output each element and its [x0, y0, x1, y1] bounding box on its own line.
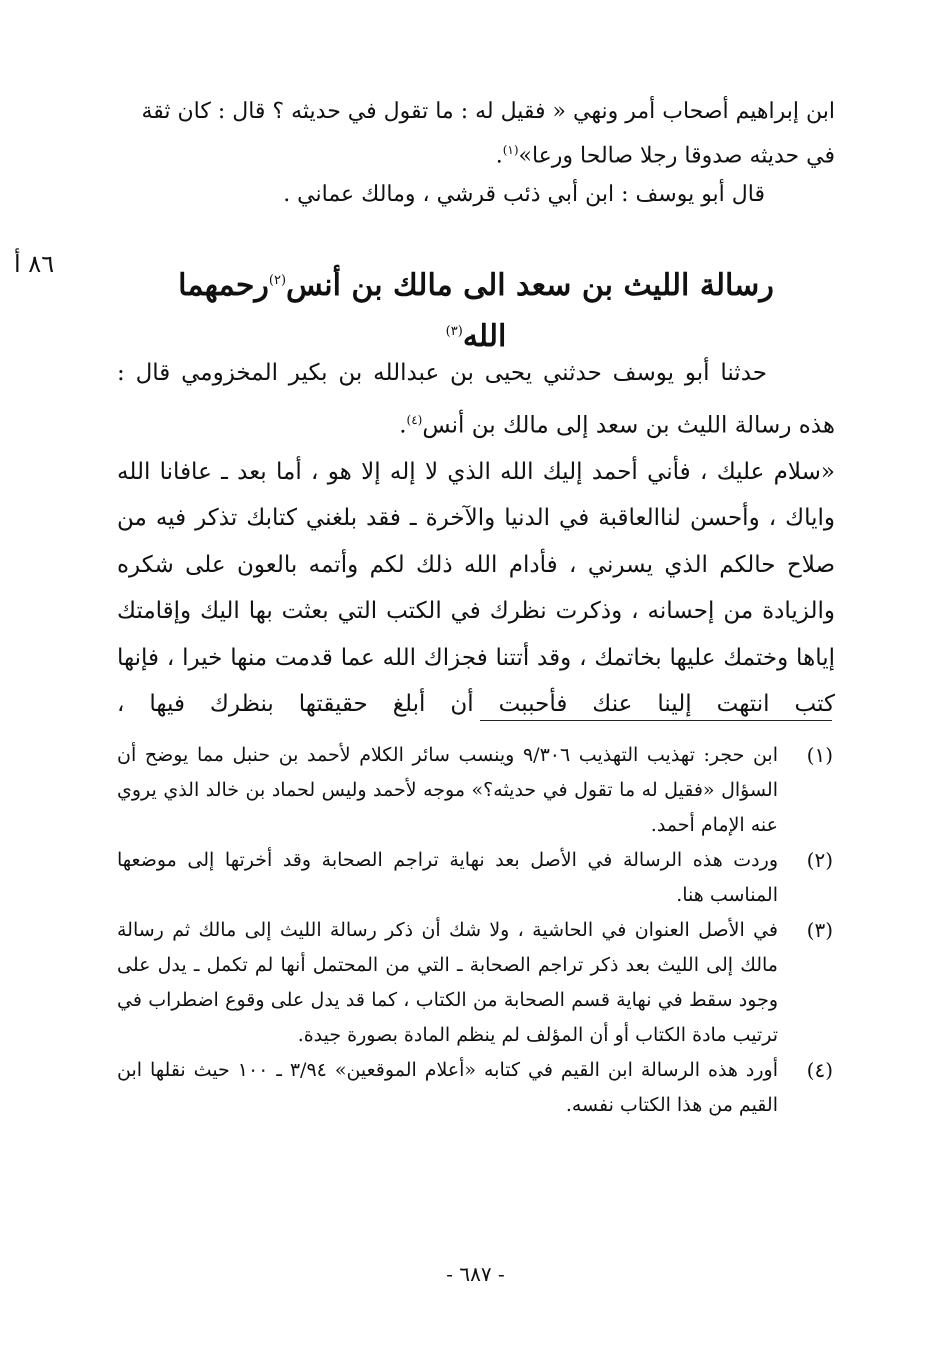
body-line-2 [117, 397, 835, 449]
footnote-4 [117, 1053, 833, 1123]
footnote-number: (٣) [806, 918, 833, 942]
section-title [146, 258, 806, 360]
footnotes [117, 738, 833, 1123]
intro-line-1 [115, 92, 835, 131]
page-number: - ٦٨٧ - [446, 1262, 505, 1286]
margin-folio-note: ٨٦ أ [14, 250, 55, 278]
title-part-2: رحمهما الله [178, 268, 507, 354]
footnote-ref-1: (١) [502, 143, 519, 157]
intro-line-2-end: . [495, 143, 503, 169]
footnote-text: وردت هذه الرسالة في الأصل بعد نهاية تراجم الصحابة وقد أخرتها إلى موضعها المناسب هنا. [117, 849, 778, 906]
body-line-1: حدثنا أبو يوسف حدثني يحيى بن عبدالله بن بكير المخزومي قال : [117, 360, 767, 386]
footnote-3 [117, 913, 833, 1053]
intro-line-1-text: ابن إبراهيم أصحاب أمر ونهي « فقيل له : ما تقول في حديثه ؟ قال : كان ثقة [141, 99, 835, 124]
letter-paragraph: «سلام عليك ، فأني أحمد إليك الله الذي لا إله إلا هو ، أما بعد ـ عافانا الله واياك ، وأحسن لناالعاقبة في الدنيا والآخرة ـ فقد بلغني كتابك تذكر فيه من صلاح حالكم الذي يسرني ، فأدام الله ذلك لكم وأتمه بالعون على شكره والزيادة من إحسانه ، وذكرت نظرك في الكتب التي بعثت بها اليك وإقامتك إياها وختمك عليها بخاتمك ، وقد أتتنا فجزاك الله عما قدمت منها خيرا ، فإنها كتب انتهت إلينا عنك فأحببت أن أبلغ حقيقتها بنظرك فيها ، [117, 458, 835, 718]
footnote-text: ابن حجر: تهذيب التهذيب ٩/٣٠٦ وينسب سائر الكلام لأحمد بن حنبل مما يوضح أن السؤال «فقيل له ما تقول في حديثه؟» موجه لأحمد وليس لحماد بن خالد الذي يروي عنه الإمام أحمد. [117, 744, 778, 836]
footnote-number: (٢) [806, 848, 833, 872]
intro-text [115, 92, 835, 214]
intro-line-2-text: في حديثه صدوقا رجلا صالحا ورعا» [518, 143, 835, 169]
intro-line-2 [115, 131, 835, 175]
footnote-text: أورد هذه الرسالة ابن القيم في كتابه «أعلام الموقعين» ٣/٩٤ ـ ١٠٠ حيث نقلها ابن القيم من هذا الكتاب نفسه. [117, 1059, 778, 1116]
footnote-number: (١) [806, 743, 833, 767]
title-part-1: رسالة الليث بن سعد الى مالك بن أنس [286, 268, 774, 303]
footnote-number: (٤) [806, 1058, 833, 1082]
footnote-1 [117, 738, 833, 843]
intro-line-3: قال أبو يوسف : ابن أبي ذئب قرشي ، ومالك عماني . [283, 182, 765, 208]
footnote-ref-3: (٣) [445, 324, 463, 339]
footnote-separator [480, 720, 832, 721]
footnote-ref-2: (٢) [268, 273, 287, 288]
footnote-ref-4: (٤) [406, 412, 423, 427]
body-line-2-text: هذه رسالة الليث بن سعد إلى مالك بن أنس [422, 412, 835, 439]
letter-body [117, 350, 835, 728]
footnote-2 [117, 843, 833, 913]
body-line-2-end: . [399, 412, 407, 439]
footnote-text: في الأصل العنوان في الحاشية ، ولا شك أن ذكر رسالة الليث إلى مالك ثم رسالة مالك إلى الليث بعد ذكر تراجم الصحابة ـ التي من المحتمل أنها لم تكمل ـ يدل على وجود سقط في نهاية قسم الصحابة من الكتاب ، كما قد يدل على وقوع اضطراب في ترتيب مادة الكتاب أو أن المؤلف لم ينظم المادة بصورة جيدة. [117, 919, 778, 1046]
